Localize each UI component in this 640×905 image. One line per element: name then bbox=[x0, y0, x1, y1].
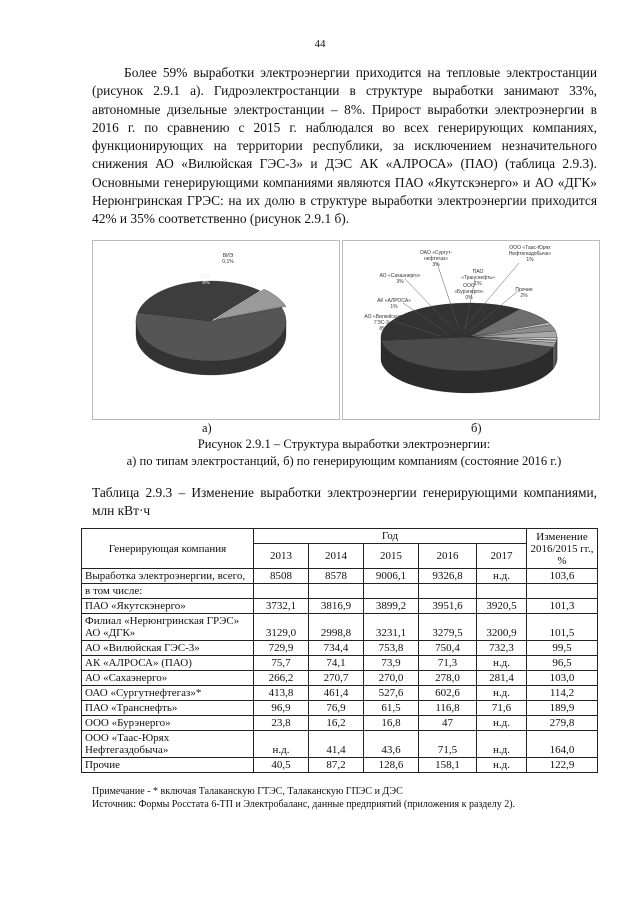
company-name-cell: ПАО «Якутскэнерго» bbox=[82, 599, 254, 614]
header-change: Изменение 2016/2015 гг., % bbox=[527, 529, 598, 569]
header-company: Генерирующая компания bbox=[82, 529, 254, 569]
value-cell: 87,2 bbox=[309, 758, 364, 773]
value-cell bbox=[364, 584, 419, 599]
value-cell: н.д. bbox=[477, 716, 527, 731]
header-year-2017: 2017 bbox=[477, 544, 527, 569]
value-cell: 73,9 bbox=[364, 656, 419, 671]
value-cell bbox=[254, 584, 309, 599]
label-alrosa: АК «АЛРОСА» 1% bbox=[377, 298, 411, 310]
caption-line-2: а) по типам электростанций, б) по генерирующим компаниям (состояние 2016 г.) bbox=[126, 454, 562, 468]
value-cell: 732,3 bbox=[477, 641, 527, 656]
value-cell: 16,2 bbox=[309, 716, 364, 731]
value-cell: 47 bbox=[419, 716, 477, 731]
value-cell: 96,9 bbox=[254, 701, 309, 716]
value-cell: 3899,2 bbox=[364, 599, 419, 614]
label-vie: ВИЭ 0,1% bbox=[222, 253, 234, 265]
value-cell: 3200,9 bbox=[477, 614, 527, 641]
label-burenergo: ООО «Бурэнерго» 0% bbox=[454, 283, 484, 301]
label-des: ДЭС 8% bbox=[200, 274, 212, 286]
change-cell: 114,2 bbox=[527, 686, 598, 701]
value-cell: 2998,8 bbox=[309, 614, 364, 641]
label-taas: ООО «Таас-Юрях Нефтегаздобыча» 1% bbox=[508, 245, 552, 263]
company-name-cell: АК «АЛРОСА» (ПАО) bbox=[82, 656, 254, 671]
value-cell: 729,9 bbox=[254, 641, 309, 656]
generation-table bbox=[81, 528, 598, 773]
figure-b-letter: б) bbox=[471, 421, 482, 435]
label-surgut: ОАО «Сургут- нефтегаз» 3% bbox=[419, 250, 453, 268]
company-name-cell: ОАО «Сургутнефтегаз»* bbox=[82, 686, 254, 701]
change-cell: 101,3 bbox=[527, 599, 598, 614]
caption-line-1: Рисунок 2.9.1 – Структура выработки электроэнергии: bbox=[197, 437, 491, 451]
value-cell: 753,8 bbox=[364, 641, 419, 656]
table-row bbox=[82, 716, 598, 731]
value-cell: 461,4 bbox=[309, 686, 364, 701]
company-name-cell: АО «Сахаэнерго» bbox=[82, 671, 254, 686]
value-cell: 602,6 bbox=[419, 686, 477, 701]
figure-caption bbox=[0, 436, 640, 470]
label-transneft: ПАО «Транснефть» 1% bbox=[461, 269, 495, 287]
value-cell: 128,6 bbox=[364, 758, 419, 773]
company-name-cell: Выработка электроэнергии, всего, bbox=[82, 569, 254, 584]
value-cell: 23,8 bbox=[254, 716, 309, 731]
change-cell: 103,6 bbox=[527, 569, 598, 584]
table-row bbox=[82, 614, 598, 641]
table-row bbox=[82, 758, 598, 773]
value-cell: н.д. bbox=[477, 731, 527, 758]
change-cell: 96,5 bbox=[527, 656, 598, 671]
label-prochie: Прочие 2% bbox=[515, 287, 533, 299]
header-year-2015: 2015 bbox=[364, 544, 419, 569]
company-name-cell: ООО «Таас-Юрях Нефтегаздобыча» bbox=[82, 731, 254, 758]
label-sakha: АО «Сахаэнерго» 3% bbox=[379, 273, 421, 285]
table-row bbox=[82, 569, 598, 584]
value-cell: 71,3 bbox=[419, 656, 477, 671]
value-cell: 74,1 bbox=[309, 656, 364, 671]
value-cell: 270,7 bbox=[309, 671, 364, 686]
body-paragraph: Более 59% выработки электроэнергии приходится на тепловые электростанции (рисунок 2.9.1 а). Гидроэлектростанции в структуре выработки занимают 33%, автономные дизельные электростанции – 8%. Прирост выработки электроэнергии в 2016 г. по сравнению с 2015 г. наблюдался во всех генерирующих компаниях, функционирующих на территории республики, за исключением незначительного снижения АО «Вилюйская ГЭС-3» и ДЭС АК «АЛРОСА» (ПАО) (таблица 2.9.3). Основными генерирующими компаниями являются ПАО «Якутскэнерго» и АО «ДГК» Нерюнгринская ГРЭС: на их долю в структуре выработки электроэнергии приходится 42% и 35% соответственно (рисунок 2.9.1 б). bbox=[92, 65, 597, 227]
company-name-cell: Прочие bbox=[82, 758, 254, 773]
change-cell bbox=[527, 584, 598, 599]
table-header-row bbox=[82, 529, 598, 544]
change-cell: 99,5 bbox=[527, 641, 598, 656]
value-cell: 527,6 bbox=[364, 686, 419, 701]
figure-a-letter: а) bbox=[202, 421, 212, 435]
value-cell: 75,7 bbox=[254, 656, 309, 671]
table-row bbox=[82, 584, 598, 599]
value-cell: 281,4 bbox=[477, 671, 527, 686]
value-cell: н.д. bbox=[254, 731, 309, 758]
table-source: Источник: Формы Росстата 6-ТП и Электробаланс, данные предприятий (приложения к разделу 2). bbox=[92, 799, 516, 810]
change-cell: 279,8 bbox=[527, 716, 598, 731]
value-cell bbox=[309, 584, 364, 599]
change-cell: 164,0 bbox=[527, 731, 598, 758]
page-number: 44 bbox=[314, 38, 326, 50]
change-cell: 103,0 bbox=[527, 671, 598, 686]
value-cell: 71,6 bbox=[477, 701, 527, 716]
change-cell: 101,5 bbox=[527, 614, 598, 641]
header-year-2016: 2016 bbox=[419, 544, 477, 569]
table-row bbox=[82, 701, 598, 716]
table-row bbox=[82, 656, 598, 671]
company-name-cell: АО «Вилюйская ГЭС-3» bbox=[82, 641, 254, 656]
header-year: Год bbox=[254, 529, 527, 544]
table-row bbox=[82, 641, 598, 656]
table-row bbox=[82, 686, 598, 701]
value-cell: 76,9 bbox=[309, 701, 364, 716]
value-cell: 40,5 bbox=[254, 758, 309, 773]
value-cell: 750,4 bbox=[419, 641, 477, 656]
value-cell: 413,8 bbox=[254, 686, 309, 701]
table-caption: Таблица 2.9.3 – Изменение выработки электроэнергии генерирующими компаниями, млн кВт·ч bbox=[92, 485, 597, 518]
value-cell: 3920,5 bbox=[477, 599, 527, 614]
change-cell: 122,9 bbox=[527, 758, 598, 773]
header-year-2014: 2014 bbox=[309, 544, 364, 569]
change-cell: 189,9 bbox=[527, 701, 598, 716]
table-row bbox=[82, 599, 598, 614]
value-cell: 9006,1 bbox=[364, 569, 419, 584]
company-name-cell: ООО «Бурэнерго» bbox=[82, 716, 254, 731]
value-cell: 270,0 bbox=[364, 671, 419, 686]
company-name-cell: Филиал «Нерюнгринская ГРЭС» АО «ДГК» bbox=[82, 614, 254, 641]
value-cell: 734,4 bbox=[309, 641, 364, 656]
value-cell: н.д. bbox=[477, 758, 527, 773]
header-year-2013: 2013 bbox=[254, 544, 309, 569]
value-cell: 116,8 bbox=[419, 701, 477, 716]
value-cell: 8508 bbox=[254, 569, 309, 584]
value-cell: 3231,1 bbox=[364, 614, 419, 641]
value-cell: 41,4 bbox=[309, 731, 364, 758]
value-cell: 3129,0 bbox=[254, 614, 309, 641]
label-vilyui: АО «Вилюйская ГЭС-3» 8% bbox=[364, 314, 402, 332]
value-cell: н.д. bbox=[477, 656, 527, 671]
pie-chart-by-plant-type bbox=[92, 240, 340, 420]
table-row bbox=[82, 731, 598, 758]
value-cell bbox=[419, 584, 477, 599]
value-cell: н.д. bbox=[477, 686, 527, 701]
value-cell: н.д. bbox=[477, 569, 527, 584]
value-cell: 71,5 bbox=[419, 731, 477, 758]
company-name-cell: в том числе: bbox=[82, 584, 254, 599]
value-cell: 61,5 bbox=[364, 701, 419, 716]
value-cell: 8578 bbox=[309, 569, 364, 584]
value-cell: 3951,6 bbox=[419, 599, 477, 614]
value-cell: 266,2 bbox=[254, 671, 309, 686]
pie-a-svg bbox=[93, 241, 339, 419]
value-cell: 16,8 bbox=[364, 716, 419, 731]
value-cell bbox=[477, 584, 527, 599]
value-cell: 158,1 bbox=[419, 758, 477, 773]
value-cell: 43,6 bbox=[364, 731, 419, 758]
company-name-cell: ПАО «Транснефть» bbox=[82, 701, 254, 716]
table-row bbox=[82, 671, 598, 686]
value-cell: 278,0 bbox=[419, 671, 477, 686]
value-cell: 3816,9 bbox=[309, 599, 364, 614]
table-note: Примечание - * включая Талаканскую ГТЭС, Талаканскую ГПЭС и ДЭС bbox=[92, 786, 403, 797]
value-cell: 3732,1 bbox=[254, 599, 309, 614]
pie-chart-by-company bbox=[342, 240, 600, 420]
value-cell: 9326,8 bbox=[419, 569, 477, 584]
value-cell: 3279,5 bbox=[419, 614, 477, 641]
